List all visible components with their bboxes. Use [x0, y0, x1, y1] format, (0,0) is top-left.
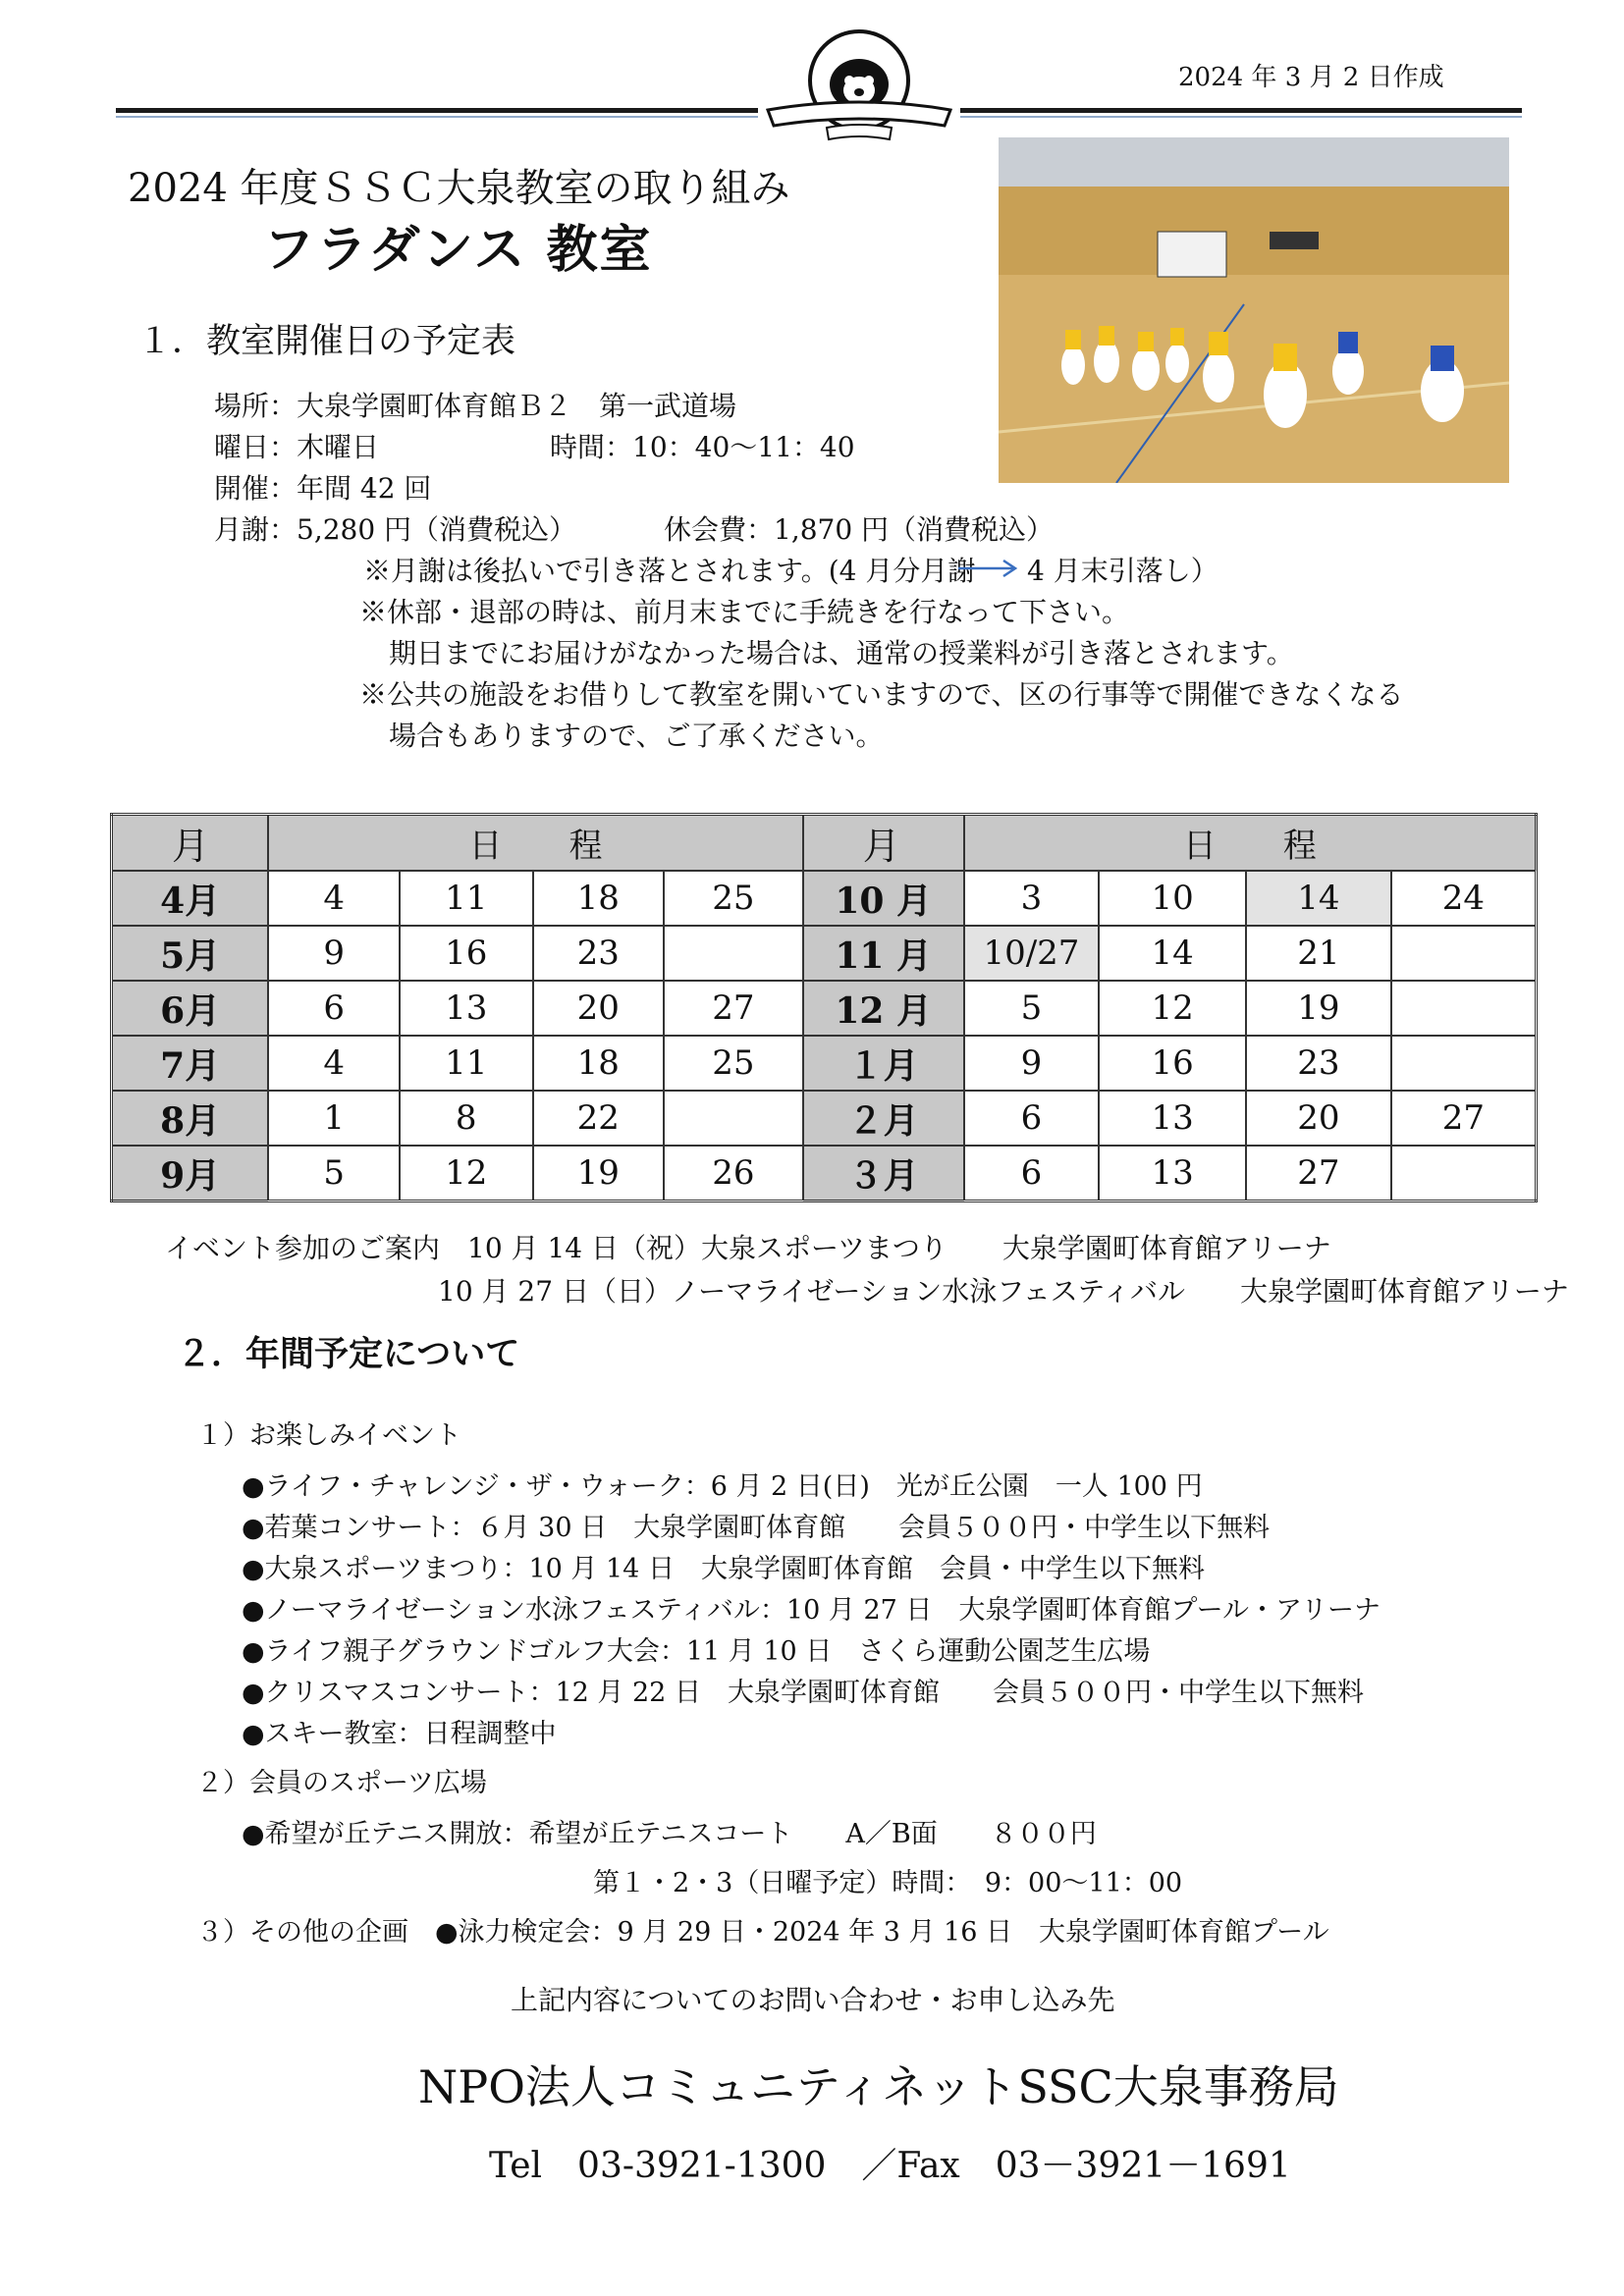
- month-cell: 5月: [112, 926, 269, 981]
- date-cell: [1391, 926, 1537, 981]
- date-cell: 14: [1099, 926, 1246, 981]
- date-cell: 9: [964, 1036, 1100, 1091]
- date-cell: 8: [400, 1091, 533, 1146]
- date-cell: 20: [533, 981, 665, 1036]
- hula-class-photo: [999, 137, 1509, 483]
- date-cell: 5: [964, 981, 1100, 1036]
- date-cell: 3: [964, 871, 1100, 926]
- date-cell: [664, 1091, 803, 1146]
- date-cell: 23: [1246, 1036, 1391, 1091]
- date-cell: 6: [964, 1146, 1100, 1201]
- month-cell: 9月: [112, 1146, 269, 1201]
- header-month-left: 月: [112, 815, 269, 872]
- date-cell: 25: [664, 1036, 803, 1091]
- note-deadline: 期日までにお届けがなかった場合は、通常の授業料が引き落とされます。: [389, 637, 1294, 669]
- note-withdraw: ※休部・退部の時は、前月末までに手続きを行なって下さい。: [359, 596, 1130, 628]
- month-cell: 8月: [112, 1091, 269, 1146]
- date-cell: [1391, 1036, 1537, 1091]
- date-cell: 19: [1246, 981, 1391, 1036]
- date-cell: 11: [400, 871, 533, 926]
- month-cell: 4月: [112, 871, 269, 926]
- date-cell: 27: [664, 981, 803, 1036]
- note-facility: ※公共の施設をお借りして教室を開いていますので、区の行事等で開催できなくなる: [359, 678, 1404, 711]
- schedule-header-row: [112, 815, 1537, 872]
- inquiry-text: 上記内容についてのお問い合わせ・お申し込み先: [511, 1984, 1115, 2016]
- date-cell: 27: [1246, 1146, 1391, 1201]
- month-cell: ３月: [803, 1146, 964, 1201]
- date-cell: 12: [400, 1146, 533, 1201]
- place-text: 場所：大泉学園町体育館Ｂ２ 第一武道場: [214, 390, 737, 422]
- month-cell: 11 月: [803, 926, 964, 981]
- header-dates-right: 日 程: [964, 815, 1537, 872]
- date-cell: 22: [533, 1091, 665, 1146]
- header-dates-left: 日 程: [268, 815, 802, 872]
- sub-fun-events: １）お楽しみイベント: [196, 1420, 461, 1451]
- date-cell: 4: [268, 1036, 400, 1091]
- contact-phone: Tel 03-3921-1300 ／Fax 03－3921－1691: [489, 2146, 1291, 2186]
- date-cell: 10/27: [964, 926, 1100, 981]
- sub-other-plans: ３）その他の企画 ●泳力検定会：9 月 29 日・2024 年 3 月 16 日 大泉学園町体育館プール: [196, 1917, 1329, 1948]
- month-cell: 12 月: [803, 981, 964, 1036]
- event-info: [165, 1227, 1331, 1266]
- date-cell: 23: [533, 926, 665, 981]
- date-cell: 14: [1246, 871, 1391, 926]
- date-cell: 21: [1246, 926, 1391, 981]
- date-cell: 19: [533, 1146, 665, 1201]
- month-cell: ２月: [803, 1091, 964, 1146]
- date-cell: 13: [1099, 1146, 1246, 1201]
- arrow-icon: [956, 558, 1021, 583]
- date-cell: [1391, 981, 1537, 1036]
- note-apology: 場合もありますので、ご了承ください。: [389, 720, 884, 752]
- fun-event-item: ●スキー教室：日程調整中: [242, 1719, 557, 1749]
- month-cell: １月: [803, 1036, 964, 1091]
- section2-heading: ２．年間予定について: [177, 1335, 520, 1374]
- date-cell: 9: [268, 926, 400, 981]
- fun-event-item: ●ライフ親子グラウンドゴルフ大会：11 月 10 日 さくら運動公園芝生広場: [242, 1636, 1151, 1667]
- date-cell: 18: [533, 1036, 665, 1091]
- date-cell: 18: [533, 871, 665, 926]
- date-cell: 13: [1099, 1091, 1246, 1146]
- date-cell: 6: [964, 1091, 1100, 1146]
- event-label: イベント参加のご案内: [165, 1232, 441, 1264]
- fun-event-item: ●ノーマライゼーション水泳フェスティバル：10 月 27 日 大泉学園町体育館プール・アリーナ: [242, 1595, 1380, 1626]
- date-cell: 27: [1391, 1091, 1537, 1146]
- date-cell: 1: [268, 1091, 400, 1146]
- date-cell: 24: [1391, 871, 1537, 926]
- date-cell: 11: [400, 1036, 533, 1091]
- date-cell: [664, 926, 803, 981]
- event-1: 10 月 14 日（祝）大泉スポーツまつり 大泉学園町体育館アリーナ: [467, 1232, 1331, 1264]
- note-payment: ※月謝は後払いで引き落とされます。(4 月分月謝: [363, 555, 976, 587]
- date-cell: 12: [1099, 981, 1246, 1036]
- schedule-row: [112, 981, 1537, 1036]
- date-cell: 6: [268, 981, 400, 1036]
- date-cell: 26: [664, 1146, 803, 1201]
- date-cell: 16: [400, 926, 533, 981]
- sub-sports-plaza: ２）会員のスポーツ広場: [196, 1768, 487, 1798]
- tennis-item: ●希望が丘テニス開放：希望が丘テニスコート A／B面 ８００円: [242, 1819, 1097, 1849]
- fee-text: 月謝：5,280 円（消費税込）: [214, 513, 577, 546]
- schedule-row: [112, 1146, 1537, 1201]
- schedule-row: [112, 1091, 1537, 1146]
- month-cell: 7月: [112, 1036, 269, 1091]
- organization-name: NPO法人コミュニティネットSSC大泉事務局: [418, 2060, 1339, 2113]
- page-title: 2024 年度ＳＳＣ大泉教室の取り組み: [128, 166, 790, 211]
- creation-date: 2024 年 3 月 2 日作成: [1178, 63, 1444, 92]
- schedule-row: [112, 1036, 1537, 1091]
- header-rule-right-thin: [960, 116, 1522, 118]
- date-cell: [1391, 1146, 1537, 1201]
- header-rule-left: [116, 108, 758, 113]
- count-text: 開催：年間 42 回: [214, 472, 432, 505]
- day-text: 曜日：木曜日: [214, 431, 380, 463]
- event-2: 10 月 27 日（日）ノーマライゼーション水泳フェスティバル 大泉学園町体育館アリーナ: [438, 1275, 1569, 1308]
- logo-dog-icon: [758, 26, 960, 147]
- schedule-table: [110, 813, 1538, 1202]
- tennis-time: 第１・2・3（日曜予定）時間： 9：00～11：00: [593, 1868, 1183, 1898]
- month-cell: 6月: [112, 981, 269, 1036]
- header-rule-right: [960, 108, 1522, 113]
- header-month-right: 月: [803, 815, 964, 872]
- fun-event-item: ●クリスマスコンサート：12 月 22 日 大泉学園町体育館 会員５００円・中学生以下無料: [242, 1678, 1364, 1708]
- section1-heading: １．教室開催日の予定表: [137, 322, 516, 361]
- page-subtitle: フラダンス 教室: [263, 221, 653, 280]
- fun-event-item: ●ライフ・チャレンジ・ザ・ウォーク：6 月 2 日(日) 光が丘公園 一人 100 円: [242, 1471, 1203, 1502]
- header-rule-left-thin: [116, 116, 758, 118]
- logo: [758, 26, 960, 147]
- month-cell: 10 月: [803, 871, 964, 926]
- schedule-row: [112, 926, 1537, 981]
- date-cell: 5: [268, 1146, 400, 1201]
- note-payment-end: 4 月末引落し）: [1027, 555, 1218, 587]
- time-text: 時間：10：40～11：40: [550, 431, 855, 463]
- leave-fee-text: 休会費：1,870 円（消費税込）: [664, 513, 1055, 546]
- schedule-row: [112, 871, 1537, 926]
- date-cell: 10: [1099, 871, 1246, 926]
- date-cell: 13: [400, 981, 533, 1036]
- date-cell: 4: [268, 871, 400, 926]
- fun-event-item: ●大泉スポーツまつり：10 月 14 日 大泉学園町体育館 会員・中学生以下無料: [242, 1554, 1205, 1584]
- date-cell: 20: [1246, 1091, 1391, 1146]
- fun-event-item: ●若葉コンサート：６月 30 日 大泉学園町体育館 会員５００円・中学生以下無料: [242, 1513, 1271, 1543]
- date-cell: 16: [1099, 1036, 1246, 1091]
- date-cell: 25: [664, 871, 803, 926]
